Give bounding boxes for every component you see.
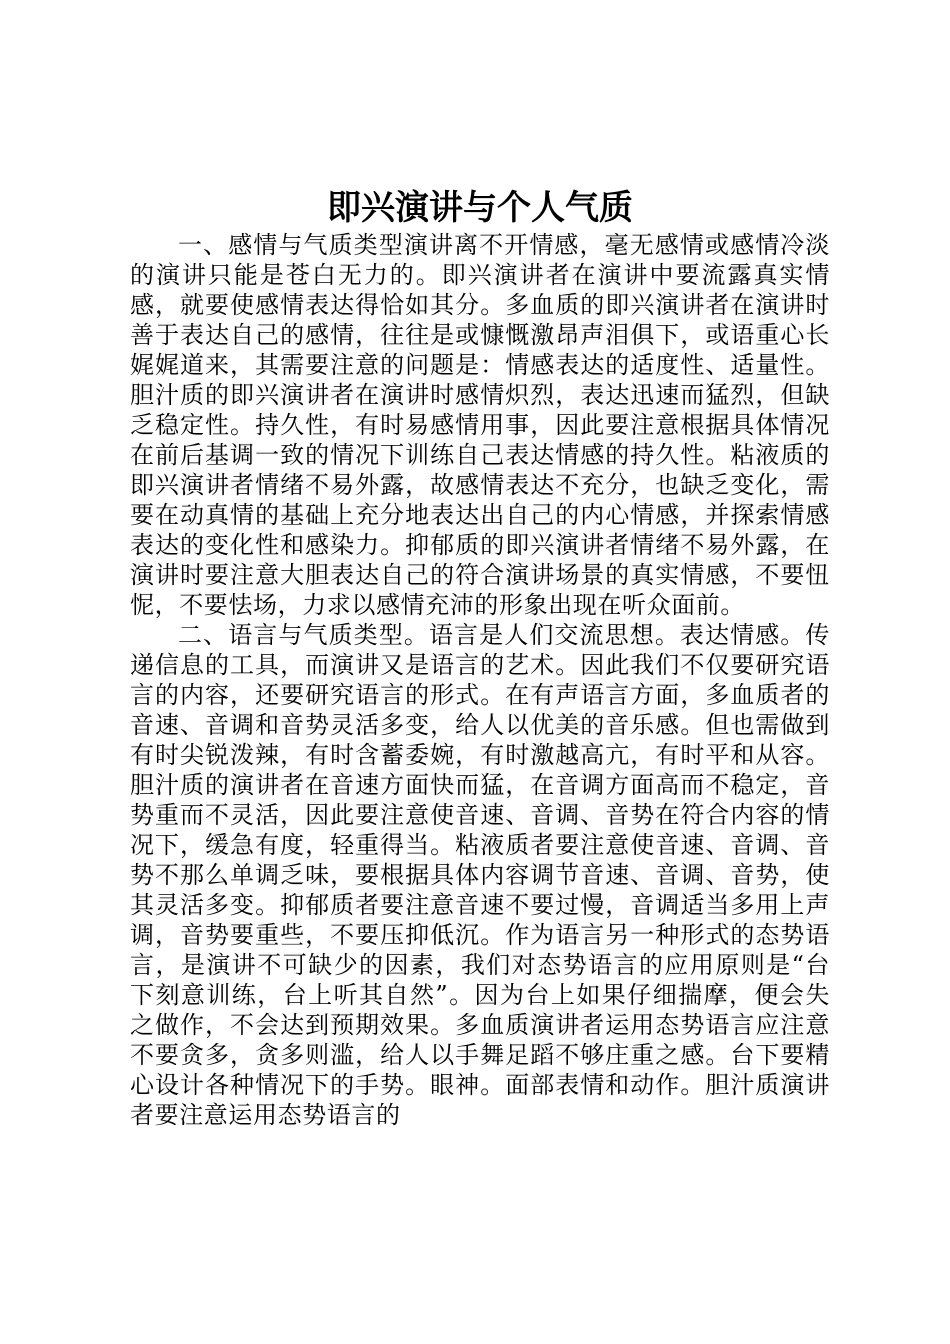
paragraph-language: 二、语言与气质类型。语言是人们交流思想。表达情感。传递信息的工具，而演讲又是语言的艺术。因此我们不仅要研究语言的内容，还要研究语言的形式。在有声语言方面，多血质者的音速、音调和音势灵活多变，给人以优美的音乐感。但也需做到有时尖锐泼辣，有时含蓄委婉，有时激越高亢，有时平和从容。胆汁质的演讲者在音速方面快而猛，在音调方面高而不稳定，音势重而不灵活，因此要注意使音速、音调、音势在符合内容的情况下，缓急有度，轻重得当。粘液质者要注意使音速、音调、音势不那么单调乏味，要根据具体内容调节音速、音调、音势，使其灵活多变。抑郁质者要注意音速不要过慢，音调适当多用上声调，音势要重些，不要压抑低沉。作为语言另一种形式的态势语言，是演讲不可缺少的因素，我们对态势语言的应用原则是“台下刻意训练，台上听其自然”。因为台上如果仔细揣摩，便会失之做作，不会达到预期效果。多血质演讲者运用态势语言应注意不要贪多，贪多则滥，给人以手舞足蹈不够庄重之感。台下要精心设计各种情况下的手势。眼神。面部表情和动作。胆汁质演讲者要注意运用态势语言的 xyxy=(130,621,830,1129)
document-body xyxy=(130,230,830,1130)
document-title: 即兴演讲与个人气质 xyxy=(327,188,633,228)
paragraph-emotion: 一、感情与气质类型演讲离不开情感，毫无感情或感情冷淡的演讲只能是苍白无力的。即兴演讲者在演讲中要流露真实情感，就要使感情表达得恰如其分。多血质的即兴演讲者在演讲时善于表达自己的感情，往往是或慷慨激昂声泪俱下，或语重心长娓娓道来，其需要注意的问题是：情感表达的适度性、适量性。胆汁质的即兴演讲者在演讲时感情炽烈，表达迅速而猛烈，但缺乏稳定性。持久性，有时易感情用事，因此要注意根据具体情况在前后基调一致的情况下训练自己表达情感的持久性。粘液质的即兴演讲者情绪不易外露，故感情表达不充分，也缺乏变化，需要在动真情的基础上充分地表达出自己的内心情感，并探索情感表达的变化性和感染力。抑郁质的即兴演讲者情绪不易外露，在演讲时要注意大胆表达自己的符合演讲场景的真实情感，不要忸怩，不要怯场，力求以感情充沛的形象出现在听众面前。 xyxy=(130,231,830,619)
